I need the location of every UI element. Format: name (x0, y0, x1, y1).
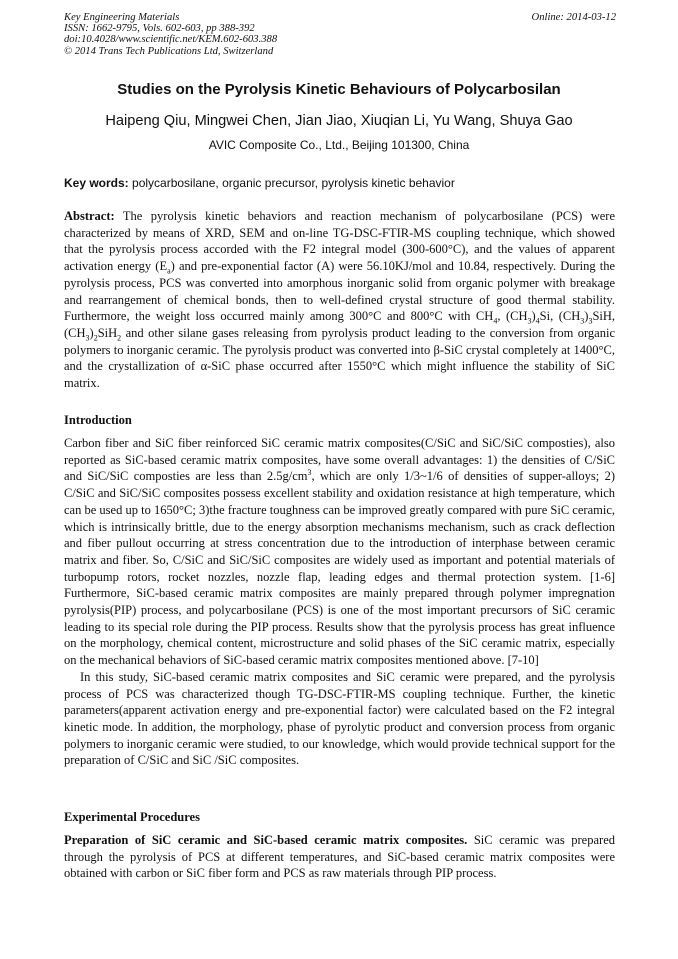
keywords-text: polycarbosilane, organic precursor, pyrolysis kinetic behavior (128, 176, 455, 190)
subscript: 3 (588, 316, 593, 326)
doi-line: doi:10.4028/www.scientific.net/KEM.602-603.388 (64, 34, 278, 46)
subscript: 4 (535, 316, 540, 326)
abstract-text: Si, (CH (539, 309, 581, 324)
paragraph-text: , which are only 1/3~1/6 of densities of supper-alloys; 2) C/SiC and SiC/SiC composites possess excellent stability and oxidation resistance at high temperature, which can be used up to 1650°C; 3)the fracture toughness can be improved greatly compared with pure SiC ceramic, which is intrinsically brittle, due to the energy absorption mechanisms mechanism, such as crack deflection and fiber pullout occurring at stress concentration due to the introduction of interphase between ceramic matrix and fiber. So, C/SiC and SiC/SiC composites are widely used as important and potential materials of turbopump rotors, rocket nozzles, nozzle flap, leading edges and thermal protection system. [1-6] Furthermore, SiC-based ceramic matrix composites are mainly prepared through polymer impregnation pyrolysis(PIP) process, and polycarbosilane (PCS) is one of the most important precursors of SiC ceramic leading to its special role during the PIP process. Results show that the pyrolysis process has great influence on the morphology, chemical content, microstructure and solid phases of the SiC ceramic matrix, especially on the mechanical behaviors of SiC-based ceramic matrix composites mentioned above. [7-10] (64, 469, 615, 668)
subscript: 3 (580, 316, 585, 326)
abstract-text: SiH, (CH (64, 309, 616, 340)
paragraph (64, 435, 615, 669)
paragraph-text: SiC ceramic was prepared through the pyrolysis of PCS at different temperatures, and SiC-based ceramic matrix composites were obtained with carbon or SiC fiber form and PCS as raw materials through PIP process. (64, 833, 615, 881)
abstract-label: Abstract: (64, 209, 115, 223)
paragraph-text: Carbon fiber and SiC fiber reinforced SiC ceramic matrix composites(C/SiC and SiC/SiC composties), also reported as SiC-based ceramic matrix composites, have some overall advantages: 1) the densities of C/SiC and SiC/SiC composties are less than 2.5g/cm (64, 436, 615, 484)
subscript: 4 (493, 316, 498, 326)
abstract-text: ) (531, 309, 536, 324)
keywords-label: Key words: (64, 176, 129, 190)
subscript: 3 (527, 316, 532, 326)
author-list: Haipeng Qiu, Mingwei Chen, Jian Jiao, Xiuqian Li, Yu Wang, Shuya Gao (105, 113, 573, 129)
journal-name: Key Engineering Materials (64, 12, 180, 23)
paragraph: In this study, SiC-based ceramic matrix composites and SiC ceramic were prepared, and the pyrolysis process of PCS was characterized though TG-DSC-FTIR-MS coupling technique. Further, the kinetic parameters(apparent activation energy and pre-exponential factor) were calculated based on the F2 integral kinetic mode. In addition, the morphology, phase of pyrolytic product and conversion process from organic polymers to inorganic ceramic were studied, to our knowledge, which would provide technical support for the preparation of C/SiC and SiC /SiC composites. (64, 669, 615, 768)
abstract-text: ) and pre-exponential factor (A) were 56.10KJ/mol and 10.84, respectively. During the pyrolysis process, PCS was converted into amorphous inorganic solid from organic polymer with breakage and rearrangement of chemical bonds, then to well-defined crystal structure of good thermal stability. Furthermore, the weight loss occurred mainly among 300°C and 800°C with CH (64, 259, 615, 324)
subscript: a (167, 266, 171, 276)
abstract-text: SiH (97, 325, 118, 340)
subscript: 2 (117, 333, 122, 343)
subsection-heading: Preparation of SiC ceramic and SiC-based ceramic matrix composites. (64, 833, 468, 847)
online-date: Online: 2014-03-12 (531, 12, 616, 23)
issn-line: ISSN: 1662-9795, Vols. 602-603, pp 388-392 (64, 23, 255, 35)
abstract-text: The pyrolysis kinetic behaviors and reaction mechanism of polycarbosilane (PCS) were characterized by means of XRD, SEM and on-line TG-DSC-FTIR-MS coupling technique, which showed that the pyrolysis process accorded with the F2 integral model (300-600°C), and the values of apparent activation energy (E (64, 209, 615, 274)
experimental-body (64, 832, 615, 882)
abstract (64, 208, 615, 392)
copyright-line: © 2014 Trans Tech Publications Ltd, Switzerland (64, 45, 274, 57)
abstract-text: ) (584, 309, 589, 324)
keywords (64, 176, 624, 190)
affiliation: AVIC Composite Co., Ltd., Beijing 101300, China (208, 138, 470, 152)
paper-title: Studies on the Pyrolysis Kinetic Behaviours of Polycarbosilan (117, 81, 561, 98)
abstract-text: , (CH (497, 309, 528, 324)
section-heading-experimental: Experimental Procedures (64, 810, 200, 824)
introduction-body (64, 435, 615, 769)
subscript: 3 (85, 333, 90, 343)
abstract-text: ) (89, 325, 94, 340)
section-heading-introduction: Introduction (64, 413, 132, 427)
subscript: 2 (93, 333, 98, 343)
superscript: 3 (307, 468, 312, 478)
abstract-text: and other silane gases releasing from pyrolysis product leading to the conversion from organic polymers to inorganic ceramic. The pyrolysis product was converted into β-SiC crystal completely at 1400°C, and the crystallization of α-SiC phase occurred after 1550°C which might influence the stability of SiC matrix. (64, 325, 615, 391)
journal-header (64, 12, 616, 57)
